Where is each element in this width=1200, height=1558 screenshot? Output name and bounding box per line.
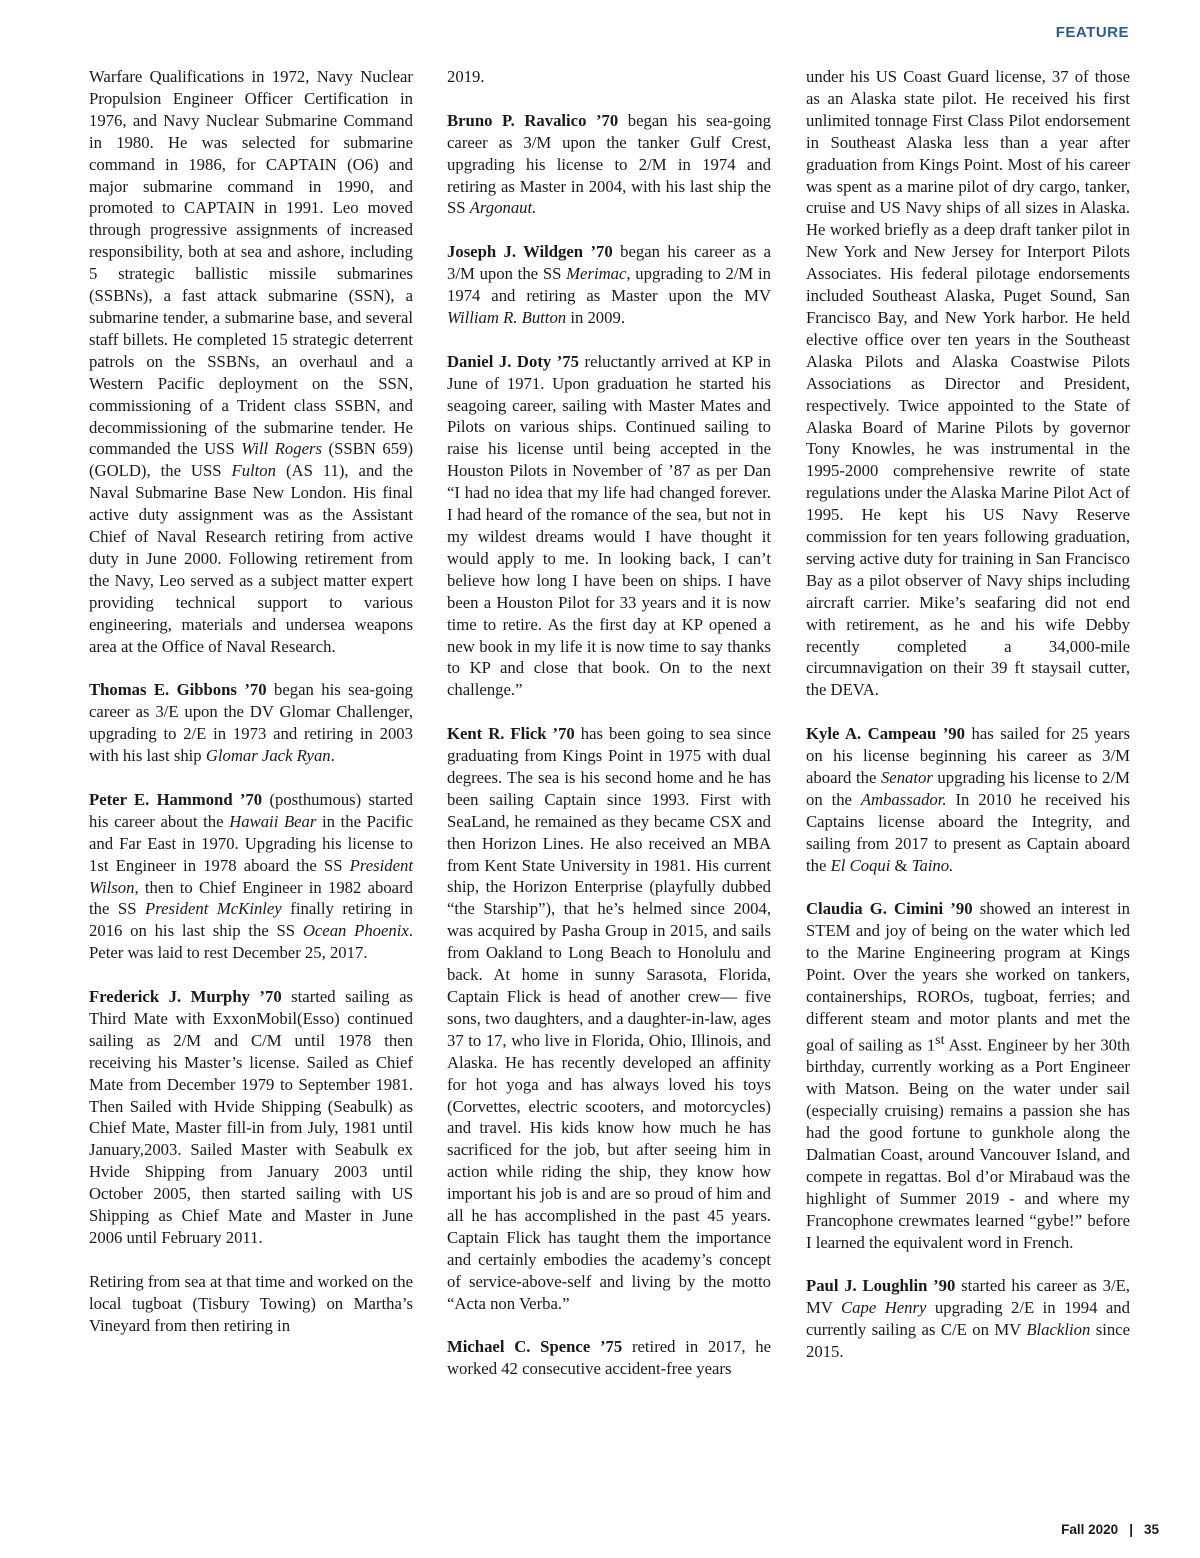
text: upgrading 2/E in 1994 and currently sailing as C/E on MV	[806, 1298, 1130, 1340]
text: showed an interest in STEM and joy of being on the water which led to the Marine Engineering program at Kings Point. Over the years she worked on tankers, containerships, ROROs, tugboat, ferries; and different steam and motor plants and met the goal of sailing as 1	[806, 899, 1130, 1055]
ship-name: Senator	[880, 767, 933, 787]
footer-separator: |	[1129, 1522, 1133, 1537]
ship-name: President Wilson	[89, 855, 413, 897]
alumnus-name: Claudia G. Cimini ’90	[806, 899, 973, 919]
text: in the Pacific and Far East in 1970. Upgrading his license to 1st Engineer in 1978 aboard the SS	[89, 811, 413, 875]
paragraph-murphy	[89, 986, 413, 1249]
ship-name: William R. Button	[447, 307, 567, 327]
text: began his sea-going career as 3/E upon the DV Glomar Challenger, upgrading to 2/E in 1973 and retiring in 2003 with his last ship	[89, 680, 413, 766]
paragraph-gibbons	[89, 679, 413, 767]
text: started his career as 3/E, MV	[806, 1276, 1130, 1318]
article-column-2	[447, 66, 771, 1380]
text: Warfare Qualifications in 1972, Navy Nuclear Propulsion Engineer Officer Certification in 1976, and Navy Nuclear Submarine Command in 1980. He was selected for submarine command in 1986, for CAPTAIN (O6) and major submarine command in 1990, and promoted to CAPTAIN in 1991. Leo moved through progressive assignments of increased responsibility, both at sea and ashore, including 5 strategic ballistic missile submarines (SSBNs), a fast attack submarine (SSN), a submarine tender, a submarine base, and several staff billets. He completed 15 strategic deterrent patrols on the SSBNs, an overhaul and a Western Pacific deployment on the SSN, commissioning of a Trident class SSBN, and decommissioning of the submarine tender. He commanded the USS	[89, 67, 413, 459]
ship-name: Glomar Jack Ryan	[205, 746, 331, 766]
text: has sailed for 25 years on his license beginning his career as 3/M aboard the	[806, 724, 1130, 787]
paragraph-campeau	[806, 723, 1130, 876]
alumnus-name: Kent R. Flick ’70	[447, 724, 575, 744]
ship-name: President McKinley	[145, 899, 282, 919]
paragraph-doty	[447, 351, 771, 702]
text: upgrading his license to 2/M on the	[806, 767, 1130, 809]
ship-name: Hawaii Bear	[229, 811, 317, 831]
text: , then to Chief Engineer in 1982 aboard the SS	[89, 877, 413, 919]
alumnus-name: Kyle A. Campeau ’90	[806, 724, 965, 744]
paragraph-murphy-end	[447, 66, 771, 88]
page-footer	[1061, 1522, 1159, 1537]
text: &	[890, 855, 912, 875]
paragraph-cimini	[806, 898, 1130, 1253]
alumnus-name: Michael C. Spence ’75	[447, 1337, 623, 1357]
text: (posthumous) started his career about the	[89, 789, 413, 831]
paragraph-spence-continued	[806, 66, 1130, 701]
paragraph-wildgen	[447, 241, 771, 329]
section-label: FEATURE	[1055, 24, 1129, 41]
paragraph-murphy-continued	[89, 1271, 413, 1337]
alumnus-name: Paul J. Loughlin ’90	[806, 1276, 956, 1296]
ship-name: Argonaut.	[469, 198, 537, 218]
text: started sailing as Third Mate with ExxonMobil(Esso) continued sailing as 2/M and C/M until 1978 then receiving his Master’s license. Sailed as Chief Mate from December 1979 to September 1981. Then Sailed with Hvide Shipping (Seabulk) as Chief Mate, Master fill-in from July, 1981 until January,2003. Sailed Master with Seabulk ex Hvide Shipping from January 2003 until October 2005, then started sailing with US Shipping as Chief Mate and Master in June 2006 until February 2011.	[89, 987, 413, 1247]
text: retired in 2017, he worked 42 consecutive accident-free years	[447, 1337, 771, 1379]
text: Asst. Engineer by her 30th birthday, currently working as a Port Engineer with Matson. Being on the water under sail (especially cruising) remains a passion she has had the good fortune to gunkhole along the Dalmatian Coast, around Vancouver Island, and compete in regattas. Bol d’or Mirabaud was the highlight of Summer 2019 - and where my Francophone crewmates learned “gybe!” before I learned the equivalent word in French.	[806, 1035, 1131, 1252]
text: began his sea-going career as 3/M upon the tanker Gulf Crest, upgrading his license to 2/M in 1974 and retiring as Master in 2004, with his last ship the SS	[447, 110, 771, 218]
paragraph-loughlin	[806, 1275, 1130, 1363]
text: under his US Coast Guard license, 37 of those as an Alaska state pilot. He received his first unlimited tonnage First Class Pilot endorsement in Southeast Alaska less than a year after graduation from Kings Point. Most of his career was spent as a marine pilot of dry cargo, tanker, cruise and US Navy ships of all sizes in Alaska. He worked briefly as a deep draft tanker pilot in New York and New Jersey for Interport Pilots Associates. His federal pilotage endorsements included Southeast Alaska, Puget Sound, San Francisco Bay, and New York harbor. He held elective office over ten years in the Southeast Alaska Pilots and Alaska Coastwise Pilots Associations as Director and President, respectively. Twice appointed to the State of Alaska Board of Marine Pilots by governor Tony Knowles, he was instrumental in the 1995-2000 comprehensive rewrite of state regulations under the Alaska Marine Pilot Act of 1995. He kept his US Navy Reserve commission for ten years following graduation, serving active duty for training in San Francisco Bay as a pilot observer of Navy ships including aircraft carrier. Mike’s seafaring did not end with retirement, as he and his wife Debby recently completed a 34,000-mile circumnavigation on their 39 ft staysail cutter, the DEVA.	[806, 67, 1130, 700]
ship-name: Will Rogers	[241, 439, 322, 459]
page-number: 35	[1143, 1522, 1159, 1537]
text: since 2015.	[806, 1320, 1130, 1362]
text: (SSBN 659) (GOLD), the USS	[89, 439, 413, 481]
text: has been going to sea since graduating from Kings Point in 1975 with dual degrees. The sea is his second home and he has been sailing Captain since 1993. First with SeaLand, he remained as they became CSX and then Horizon Lines. He also received an MBA from Kent State University in 1981. His current ship, the Horizon Enterprise (playfully dubbed “the Starship”), that he’s helmed since 2004, was acquired by Pasha Group in 2015, and sails from Oakland to Long Beach to Honolulu and back. At home in sunny Sarasota, Florida, Captain Flick is head of another crew— five sons, two daughters, and a daughter-in-law, ages 37 to 17, who live in Florida, Ohio, Illinois, and Alaska. He has recently developed an affinity for hot yoga and has always loved his toys (Corvettes, electric scooters, and motorcycles) and travel. His kids know how much he has sacrificed for the job, but after seeing him in action while riding the ship, they know how important his job is and are so proud of him and all he has accomplished in the past 45 years. Captain Flick has taught them the importance and certainly embodies the academy’s concept of service-above-self and living by the motto “Acta non Verba.”	[447, 724, 771, 1313]
paragraph-leo-continued	[89, 66, 413, 657]
text: (AS 11), and the Naval Submarine Base New London. His final active duty assignment was as the Assistant Chief of Naval Research retiring from active duty in June 2000. Following retirement from the Navy, Leo served as a subject matter expert providing technical support to various engineering, materials and undersea weapons area at the Office of Naval Research.	[89, 461, 413, 656]
text: Retiring from sea at that time and worked on the local tugboat (Tisbury Towing) on Martha’s Vineyard from then retiring in	[89, 1271, 413, 1335]
text: 2019.	[447, 67, 485, 86]
ship-name: Ambassador.	[860, 789, 947, 809]
ship-name: Ocean Phoenix	[302, 921, 409, 941]
alumnus-name: Thomas E. Gibbons ’70	[89, 680, 267, 700]
alumnus-name: Joseph J. Wildgen ’70	[447, 242, 613, 262]
text: . Peter was laid to rest December 25, 2017.	[89, 921, 413, 963]
paragraph-ravalico	[447, 110, 771, 220]
article-column-3	[806, 66, 1130, 1363]
ship-name: Blacklion	[1026, 1320, 1091, 1340]
text: reluctantly arrived at KP in June of 1971. Upon graduation he started his seagoing career, sailing with Master Mates and Pilots on various ships. Continued sailing to raise his license until being accepted in the Houston Pilots in November of ’87 as per Dan “I had no idea that my life had changed forever. I had heard of the romance of the sea, but not in my wildest dreams would I have thought it would apply to me. In looking back, I can’t believe how long I have been on ships. I have been a Houston Pilot for 33 years and it is now time to retire. As the first day at KP opened a new book in my life it is now time to say thanks to KP and close that book. On to the next challenge.”	[447, 351, 771, 700]
ship-name: Cape Henry	[841, 1298, 927, 1318]
text: In 2010 he received his Captains license aboard the Integrity, and sailing from 2017 to present as Captain aboard the	[806, 789, 1130, 875]
paragraph-flick	[447, 723, 771, 1314]
ship-name: El Coqui	[830, 855, 891, 875]
paragraph-hammond	[89, 789, 413, 964]
alumnus-name: Frederick J. Murphy ’70	[89, 987, 282, 1007]
alumnus-name: Daniel J. Doty ’75	[447, 351, 579, 371]
ship-name: Taino.	[911, 855, 954, 875]
text: .	[330, 746, 335, 766]
article-column-1	[89, 66, 413, 1337]
ship-name: Fulton	[231, 461, 276, 481]
ship-name: Merimac	[566, 264, 627, 284]
alumnus-name: Bruno P. Ravalico ’70	[447, 110, 619, 130]
text: finally retiring in 2016 on his last ship the SS	[89, 899, 413, 941]
alumnus-name: Peter E. Hammond ’70	[89, 789, 263, 809]
text: began his career as a 3/M upon the SS	[447, 242, 771, 284]
text: in 2009.	[566, 307, 626, 327]
paragraph-spence	[447, 1336, 771, 1380]
issue-label: Fall 2020	[1061, 1522, 1119, 1537]
text: , upgrading to 2/M in 1974 and retiring as Master upon the MV	[447, 264, 771, 306]
superscript: st	[935, 1032, 945, 1048]
